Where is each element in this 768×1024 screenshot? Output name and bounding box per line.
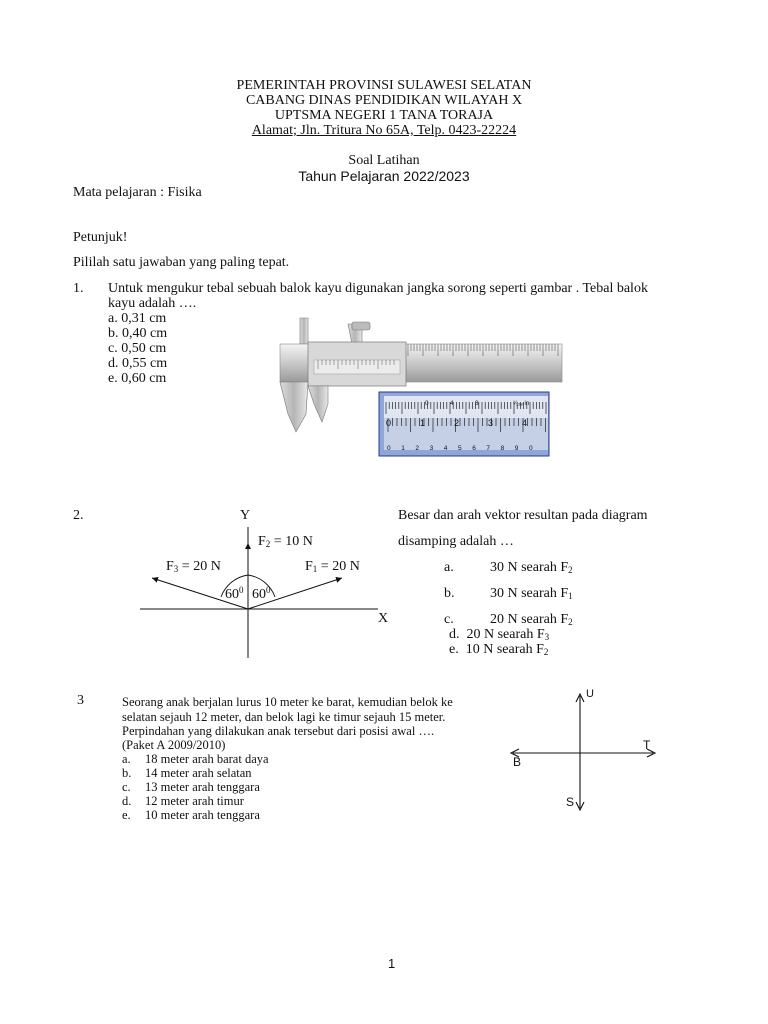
f1-label: $F_1 = 20$ N <box>305 559 360 574</box>
compass-east-label: T <box>643 738 651 752</box>
main-scale-label: 3 <box>488 418 494 428</box>
header-line-3: UPTSMA NEGERI 1 TANA TORAJA <box>274 108 494 123</box>
q2-text-line-1: Besar dan arah vektor resultan pada diagram <box>398 508 648 523</box>
vernier-scale-label: 6 <box>472 445 476 452</box>
vernier-scale-label: 3 <box>429 445 434 452</box>
main-scale-label: 4 <box>522 418 528 428</box>
header-line-2: CABANG DINAS PENDIDIKAN WILAYAH X <box>245 93 523 108</box>
q3-option-d-letter: d. <box>122 794 132 808</box>
instruction-text: Pililah satu jawaban yang paling tepat. <box>73 255 290 270</box>
q2-option-a: 30 N searah $F_2$ <box>490 560 573 575</box>
angle-right-label: $60^0$ <box>252 585 271 602</box>
vernier-scale-label: 7 <box>486 445 491 452</box>
compass-south-label: S <box>566 795 575 809</box>
f2-label: $F_2 = 10$ N <box>258 534 313 549</box>
q3-option-c: 13 meter arah tenggara <box>145 780 260 794</box>
q3-line-4: (Paket A 2009/2010) <box>122 738 226 752</box>
main-scale-label: 1 <box>420 418 426 428</box>
q1-option-d: d. 0,55 cm <box>108 356 168 371</box>
x-axis-label: X <box>378 611 389 626</box>
vernier-scale-label: 4 <box>443 445 448 452</box>
q2-option-c: 20 N searah $F_2$ <box>490 612 573 627</box>
q1-option-c: c. 0,50 cm <box>108 341 167 356</box>
vernier-scale-label: 1 <box>401 445 405 452</box>
compass-west-label: B <box>513 755 522 769</box>
vernier-caliper-figure <box>278 314 568 459</box>
vernier-scale-label: 0 <box>387 445 391 452</box>
q2-option-b: 30 N searah $F_1$ <box>490 586 573 601</box>
header-line-1: PEMERINTAH PROVINSI SULAWESI SELATAN <box>236 78 532 93</box>
main-scale-label: 2 <box>454 418 460 428</box>
q3-option-d: 12 meter arah timur <box>145 794 244 808</box>
vernier-scale-label: 2 <box>415 445 420 452</box>
q3-line-2: selatan sejauh 12 meter, dan belok lagi ke timur sejauh 15 meter. <box>122 710 446 724</box>
q1-option-a: a. 0,31 cm <box>108 311 167 326</box>
q3-option-a-letter: a. <box>122 752 131 766</box>
scale-unit-label: ¹⁄₁₂₈ in <box>513 401 530 407</box>
q1-option-b: b. 0,40 cm <box>108 326 168 341</box>
main-scale-label: 0 <box>386 418 392 428</box>
q3-line-1: Seorang anak berjalan lurus 10 meter ke barat, kemudian belok ke <box>122 695 453 709</box>
subject-line: Mata pelajaran : Fisika <box>73 185 202 200</box>
vernier-scale-label: 0 <box>529 445 533 452</box>
vernier-scale-label: 9 <box>514 445 519 452</box>
vernier-top-label: 8 <box>475 400 479 407</box>
vernier-scale-label: 5 <box>458 445 462 452</box>
q1-text-line-1: Untuk mengukur tebal sebuah balok kayu digunakan jangka sorong seperti gambar . Tebal balok <box>108 281 648 296</box>
q3-option-e: 10 meter arah tenggara <box>145 808 260 822</box>
q2-text-line-2: disamping adalah … <box>398 534 514 549</box>
q3-option-b: 14 meter arah selatan <box>145 766 252 780</box>
compass-north-label: U <box>586 688 594 700</box>
compass-diagram <box>505 690 665 815</box>
y-axis-label: Y <box>240 508 251 523</box>
q3-option-b-letter: b. <box>122 766 132 780</box>
q2-option-e: e. 10 N searah $F_2$ <box>449 642 549 657</box>
instruction-title: Petunjuk! <box>73 230 128 245</box>
vernier-top-label: 4 <box>450 400 454 407</box>
q1-text-line-2: kayu adalah …. <box>108 296 197 311</box>
q1-option-e: e. 0,60 cm <box>108 371 167 386</box>
q2-number: 2. <box>73 508 84 523</box>
q3-line-3: Perpindahan yang dilakukan anak tersebut dari posisi awal …. <box>122 724 435 738</box>
q2-option-d: d. 20 N searah $F_3$ <box>449 627 550 642</box>
q3-number: 3 <box>77 693 84 708</box>
q2-option-c-letter: c. <box>444 612 454 627</box>
q2-option-a-letter: a. <box>444 560 454 575</box>
page-number: 1 <box>388 956 396 971</box>
f3-label: $F_3 = 20$ N <box>166 559 221 574</box>
exam-year: Tahun Pelajaran 2022/2023 <box>298 168 470 184</box>
vernier-top-label: 0 <box>425 400 429 407</box>
angle-left-label: $60^0$ <box>225 585 244 602</box>
q2-option-b-letter: b. <box>444 586 455 601</box>
header-address: Alamat; Jln. Tritura No 65A, Telp. 0423-22224 <box>251 123 517 138</box>
q3-option-c-letter: c. <box>122 780 131 794</box>
q3-option-a: 18 meter arah barat daya <box>145 752 269 766</box>
vernier-scale-label: 8 <box>500 445 505 452</box>
q3-option-e-letter: e. <box>122 808 131 822</box>
q1-number: 1. <box>73 281 84 296</box>
exam-title: Soal Latihan <box>348 153 420 168</box>
